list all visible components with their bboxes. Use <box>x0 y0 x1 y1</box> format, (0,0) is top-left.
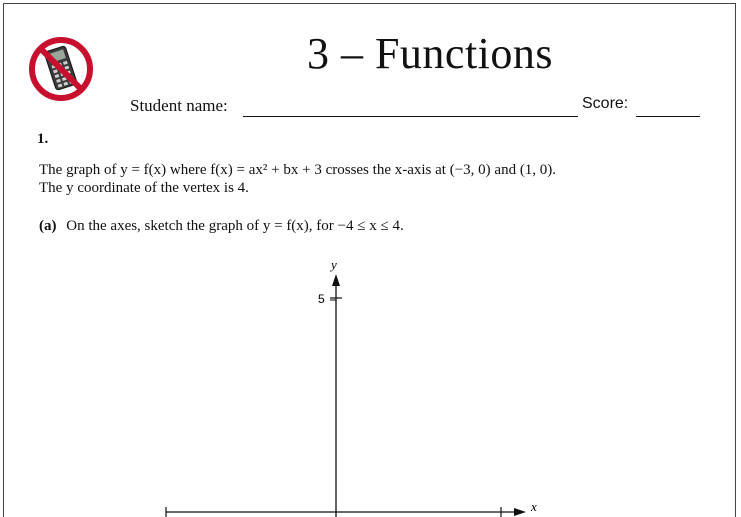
part-a-text: On the axes, sketch the graph of y = f(x), for −4 ≤ x ≤ 4. <box>66 218 404 234</box>
statement-line-1: The graph of y = f(x) where f(x) = ax² + bx + 3 crosses the x-axis at (−3, 0) and (1, 0). <box>39 162 557 178</box>
score-label: Score: <box>582 95 629 112</box>
part-a-label: (a) <box>39 218 57 234</box>
question-number: 1. <box>37 131 49 147</box>
x-axis-arrow-icon <box>514 508 526 516</box>
y-axis-arrow-icon <box>332 274 340 286</box>
y-axis-label: y <box>331 257 337 272</box>
page-title: 3 – Functions <box>306 29 554 78</box>
student-name-label: Student name: <box>130 96 228 115</box>
y-tick-label-5: 5 <box>318 292 325 306</box>
x-axis-label: x <box>531 499 537 514</box>
statement-line-2: The y coordinate of the vertex is 4. <box>39 180 249 196</box>
